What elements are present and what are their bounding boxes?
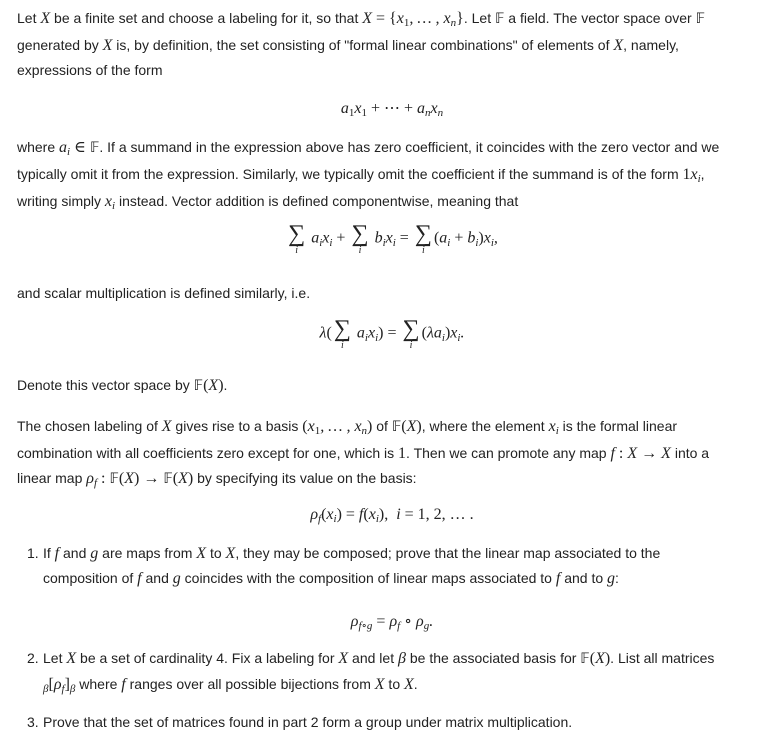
math-X: X	[404, 676, 414, 693]
math-g: g	[607, 570, 616, 587]
math-X: X	[102, 37, 113, 54]
math-xi: xi	[104, 193, 116, 212]
text: ranges over all possible bijections from	[125, 676, 375, 692]
math-X: X	[225, 545, 236, 562]
sum-symbol: ∑ i	[414, 221, 432, 256]
text: and	[59, 545, 91, 561]
text: , they may be composed; prove that the linear map associated to the	[235, 545, 661, 561]
math-FX: 𝔽(X)	[193, 377, 224, 394]
text: gives rise to a basis	[171, 418, 303, 434]
text: combination with all coefficients zero except for one, which is	[17, 445, 399, 461]
text: If	[43, 545, 55, 561]
text: The chosen labeling of	[17, 418, 162, 434]
list-number: 2.	[27, 650, 39, 666]
text: by specifying its value on the basis:	[193, 470, 417, 486]
math-basis-tuple: (x1, … , xn)	[302, 418, 373, 437]
text: are maps from	[98, 545, 197, 561]
text: coincides with the composition of linear maps associated to	[180, 570, 556, 586]
text: . Let	[463, 10, 495, 26]
text: .	[413, 676, 418, 692]
math-f: f	[54, 545, 60, 562]
text: is the formal linear	[558, 418, 678, 434]
math-X: X	[613, 37, 624, 54]
text: expressions of the form	[17, 62, 163, 78]
text: into a	[670, 445, 710, 461]
paragraph-definition	[17, 6, 769, 83]
text: Prove that the set of matrices found in part 2 form a group under matrix multiplication.	[43, 714, 573, 730]
math-X: X	[161, 418, 172, 435]
text: and	[141, 570, 173, 586]
display-formal-combination: a1x1 + ⋯ + anxn	[340, 100, 444, 119]
math-X: X	[374, 676, 385, 693]
text: to	[384, 676, 405, 692]
text: Let	[17, 10, 41, 26]
math-f: f	[555, 570, 561, 587]
math-rho-f-map: ρf : 𝔽(X) → 𝔽(X)	[86, 470, 194, 489]
display-vector-addition: ∑ i aixi + ∑ i bixi = ∑ i (ai + bi)xi,	[288, 221, 498, 256]
math-X: X	[196, 545, 207, 562]
text: . List all matrices	[610, 650, 715, 666]
text: and let	[348, 650, 398, 666]
text: be the associated basis for	[405, 650, 581, 666]
math-set-labeling: X = {x1, … , xn}	[362, 10, 464, 29]
text: of	[372, 418, 392, 434]
list-item-3	[27, 710, 769, 735]
list-number: 1.	[27, 545, 39, 561]
math-X: X	[338, 650, 349, 667]
text: a field. The vector space over	[504, 10, 696, 26]
sum-symbol: ∑ i	[402, 316, 420, 351]
text: to	[206, 545, 226, 561]
math-FX: 𝔽(X)	[580, 650, 611, 667]
list-number: 3.	[27, 714, 39, 730]
math-g: g	[90, 545, 99, 562]
math-coefficient-in-field: ai ∈ 𝔽	[59, 139, 100, 158]
text: instead. Vector addition is defined componentwise, meaning that	[115, 193, 519, 209]
text: and to	[560, 570, 608, 586]
math-g: g	[172, 570, 181, 587]
list-item-1	[27, 541, 769, 591]
text: . If a summand in the expression above has zero coefficient, it coincides with the zero vector and we	[99, 139, 720, 155]
math-f: f	[137, 570, 142, 587]
math-field-F: 𝔽	[494, 11, 505, 27]
text: where	[17, 139, 60, 155]
text: linear map	[17, 470, 87, 486]
paragraph-denote	[17, 373, 769, 399]
text: , where the element	[421, 418, 549, 434]
math-f: f	[121, 676, 126, 693]
paragraph-basis	[17, 414, 769, 493]
text: be a finite set and choose a labeling for it, so that	[50, 10, 363, 26]
list-item-2	[27, 646, 769, 699]
math-beta: β	[398, 650, 406, 667]
math-field-F: 𝔽	[695, 11, 706, 27]
paragraph-scalar-mult: and scalar multiplication is defined similarly, i.e.	[17, 285, 311, 301]
math-X: X	[40, 10, 51, 27]
text: Denote this vector space by	[17, 377, 194, 393]
math-one: 1	[398, 445, 407, 462]
math-map-f: f : X → X	[610, 445, 671, 462]
text: Let	[43, 650, 67, 666]
text: where	[75, 676, 122, 692]
text: is, by definition, the set consisting of "formal linear combinations" of elements of	[112, 37, 614, 53]
text: :	[615, 570, 619, 586]
math-FX: 𝔽(X)	[391, 418, 422, 435]
text: typically omit it from the expression. Similarly, we typically omit the coefficient if the summand is of the form	[17, 166, 683, 182]
text: writing simply	[17, 193, 105, 209]
math-xi: xi	[548, 418, 559, 437]
display-scalar-multiplication: λ( ∑ i aixi) = ∑ i (λai)xi.	[319, 316, 465, 351]
sum-symbol: ∑ i	[333, 316, 351, 351]
display-composition: ρf∘g = ρf ∘ ρg.	[350, 613, 434, 632]
sum-symbol: ∑ i	[288, 221, 306, 256]
text: .	[223, 377, 228, 393]
text: be a set of cardinality 4. Fix a labeling for	[76, 650, 339, 666]
paragraph-zero-coefficient	[17, 135, 769, 216]
math-X: X	[66, 650, 77, 667]
sum-symbol: ∑ i	[351, 221, 369, 256]
text: composition of	[43, 570, 138, 586]
math-matrix-rep: β[ρf]β	[43, 676, 76, 695]
math-1xi: 1xi	[682, 166, 701, 185]
text: , namely,	[623, 37, 679, 53]
text: generated by	[17, 37, 103, 53]
display-rho-definition: ρf(xi) = f(xi), i = 1, 2, … .	[310, 506, 474, 525]
text: . Then we can promote any map	[406, 445, 611, 461]
text: ,	[700, 166, 705, 182]
